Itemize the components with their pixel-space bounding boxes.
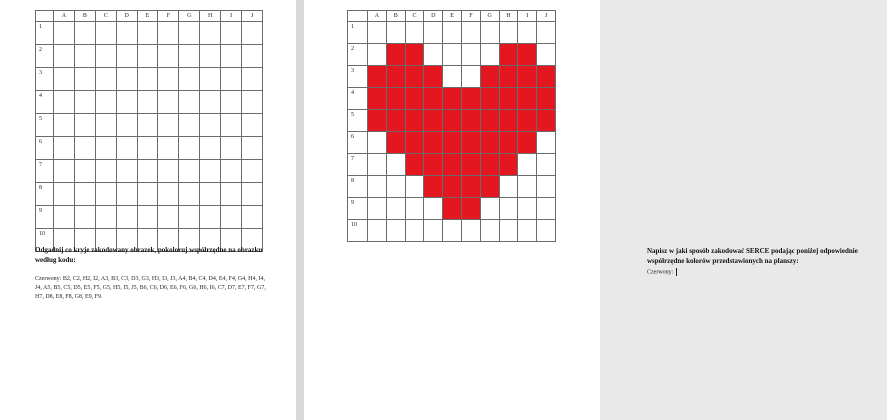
grid-cell-d9[interactable]: [116, 206, 137, 229]
grid-row-1: [36, 22, 263, 45]
row-header-9: 9: [348, 198, 368, 220]
left-page: [0, 0, 296, 420]
grid-cell-f3[interactable]: [158, 68, 179, 91]
grid-cell-g5[interactable]: [179, 114, 200, 137]
grid-cell-d4[interactable]: [424, 88, 443, 110]
grid-cell-h4[interactable]: [200, 91, 221, 114]
grid-cell-a8[interactable]: [54, 183, 75, 206]
grid-cell-i7[interactable]: [518, 154, 537, 176]
grid-cell-i8[interactable]: [518, 176, 537, 198]
answer-label: Czerwony:: [647, 269, 674, 276]
column-header-a: A: [368, 11, 387, 22]
grid-cell-e4[interactable]: [443, 88, 462, 110]
grid-cell-d9[interactable]: [424, 198, 443, 220]
grid-cell-h4[interactable]: [499, 88, 518, 110]
grid-cell-g6[interactable]: [480, 132, 499, 154]
grid-cell-a6[interactable]: [54, 137, 75, 160]
grid-cell-c9[interactable]: [405, 198, 424, 220]
grid-cell-b4[interactable]: [386, 88, 405, 110]
column-header-i: I: [221, 11, 242, 22]
grid-row-10: [348, 220, 556, 242]
row-header-3: 3: [348, 66, 368, 88]
grid-cell-g1[interactable]: [179, 22, 200, 45]
answer-field[interactable]: [647, 268, 767, 277]
row-header-10: 10: [36, 229, 54, 252]
page-gutter: [296, 0, 304, 420]
grid-cell-d7[interactable]: [424, 154, 443, 176]
grid-cell-c5[interactable]: [405, 110, 424, 132]
grid-cell-i1[interactable]: [518, 22, 537, 44]
grid-row-8: [36, 183, 263, 206]
grid-cell-f8[interactable]: [461, 176, 480, 198]
row-header-2: 2: [348, 44, 368, 66]
grid-cell-g2[interactable]: [480, 44, 499, 66]
row-header-4: 4: [36, 91, 54, 114]
grid-cell-e7[interactable]: [137, 160, 158, 183]
grid-cell-f10[interactable]: [461, 220, 480, 242]
column-header-h: H: [200, 11, 221, 22]
grid-cell-g6[interactable]: [179, 137, 200, 160]
grid-cell-e6[interactable]: [443, 132, 462, 154]
grid-cell-j6[interactable]: [537, 132, 556, 154]
grid-cell-h1[interactable]: [499, 22, 518, 44]
grid-cell-d7[interactable]: [116, 160, 137, 183]
column-header-b: B: [386, 11, 405, 22]
column-header-f: F: [158, 11, 179, 22]
column-header-c: C: [405, 11, 424, 22]
row-header-5: 5: [36, 114, 54, 137]
grid-cell-i9[interactable]: [518, 198, 537, 220]
row-header-1: 1: [36, 22, 54, 45]
grid-row-1: [348, 22, 556, 44]
grid-row-4: [36, 91, 263, 114]
grid-cell-i2[interactable]: [221, 45, 242, 68]
grid-cell-e8[interactable]: [443, 176, 462, 198]
grid-cell-b6[interactable]: [386, 132, 405, 154]
grid-cell-i10[interactable]: [518, 220, 537, 242]
grid-cell-c10[interactable]: [405, 220, 424, 242]
grid-cell-d2[interactable]: [424, 44, 443, 66]
grid-cell-a9[interactable]: [54, 206, 75, 229]
grid-cell-c1[interactable]: [95, 22, 116, 45]
grid-cell-d8[interactable]: [116, 183, 137, 206]
heart-coordinate-grid: [347, 10, 556, 242]
grid-cell-e1[interactable]: [443, 22, 462, 44]
column-header-e: E: [443, 11, 462, 22]
grid-cell-a3[interactable]: [54, 68, 75, 91]
grid-cell-g3[interactable]: [480, 66, 499, 88]
grid-cell-i4[interactable]: [518, 88, 537, 110]
color-code-text[interactable]: Czerwony: B2, C2, H2, I2, A3, B3, C3, D3, G3, H3, I3, J3, A4, B4, C4, D4, E4, F4, G4, H4, I4, J4, A5, B5, C5, D5, E5, F5, G5, H5, I5, J5, B6, C6, D6, E6, F6, G6, H6, I6, C7, D7, E7, F7, G7, H7, D8, E8, F8, G8, E9, F9.: [35, 276, 266, 300]
grid-cell-g4[interactable]: [480, 88, 499, 110]
grid-cell-d4[interactable]: [116, 91, 137, 114]
grid-cell-h2[interactable]: [200, 45, 221, 68]
grid-cell-a4[interactable]: [54, 91, 75, 114]
grid-cell-h9[interactable]: [200, 206, 221, 229]
grid-cell-d10[interactable]: [424, 220, 443, 242]
grid-cell-a5[interactable]: [368, 110, 387, 132]
grid-cell-b9[interactable]: [74, 206, 95, 229]
grid-cell-g7[interactable]: [179, 160, 200, 183]
grid-cell-j2[interactable]: [242, 45, 263, 68]
grid-cell-j5[interactable]: [537, 110, 556, 132]
grid-cell-j1[interactable]: [242, 22, 263, 45]
grid-cell-d5[interactable]: [424, 110, 443, 132]
grid-cell-e2[interactable]: [443, 44, 462, 66]
grid-cell-f2[interactable]: [461, 44, 480, 66]
grid-cell-a1[interactable]: [368, 22, 387, 44]
row-header-1: 1: [348, 22, 368, 44]
left-instruction: Odgadnij co kryje zakodowany obrazek, pokoloruj współrzędne na obrazku według kodu:: [35, 246, 263, 264]
grid-cell-b4[interactable]: [74, 91, 95, 114]
grid-cell-d2[interactable]: [116, 45, 137, 68]
row-header-6: 6: [36, 137, 54, 160]
grid-cell-c9[interactable]: [95, 206, 116, 229]
column-header-i: I: [518, 11, 537, 22]
grid-cell-c5[interactable]: [95, 114, 116, 137]
grid-cell-b6[interactable]: [74, 137, 95, 160]
grid-cell-e6[interactable]: [137, 137, 158, 160]
grid-cell-f9[interactable]: [461, 198, 480, 220]
grid-cell-i8[interactable]: [221, 183, 242, 206]
grid-row-3: [36, 68, 263, 91]
column-header-d: D: [116, 11, 137, 22]
grid-cell-f8[interactable]: [158, 183, 179, 206]
grid-cell-f7[interactable]: [158, 160, 179, 183]
column-header-row: [36, 11, 263, 22]
right-instruction: Napisz w jaki sposób zakodować SERCE podając poniżej odpowiednie współrzędne kolorów przedstawionych na planszy:: [647, 247, 858, 265]
grid-cell-a4[interactable]: [368, 88, 387, 110]
grid-cell-j5[interactable]: [242, 114, 263, 137]
grid-row-6: [36, 137, 263, 160]
grid-row-9: [36, 206, 263, 229]
grid-cell-j8[interactable]: [537, 176, 556, 198]
grid-cell-c4[interactable]: [405, 88, 424, 110]
grid-row-3: [348, 66, 556, 88]
grid-cell-c3[interactable]: [405, 66, 424, 88]
row-header-8: 8: [348, 176, 368, 198]
grid-cell-a7[interactable]: [368, 154, 387, 176]
grid-cell-e1[interactable]: [137, 22, 158, 45]
grid-row-6: [348, 132, 556, 154]
grid-cell-e3[interactable]: [443, 66, 462, 88]
grid-cell-a9[interactable]: [368, 198, 387, 220]
grid-cell-d8[interactable]: [424, 176, 443, 198]
row-header-8: 8: [36, 183, 54, 206]
grid-cell-j10[interactable]: [537, 220, 556, 242]
grid-cell-j9[interactable]: [242, 206, 263, 229]
grid-cell-j7[interactable]: [537, 154, 556, 176]
grid-cell-a2[interactable]: [368, 44, 387, 66]
grid-cell-f5[interactable]: [461, 110, 480, 132]
grid-cell-i3[interactable]: [518, 66, 537, 88]
grid-cell-i3[interactable]: [221, 68, 242, 91]
grid-cell-b2[interactable]: [74, 45, 95, 68]
grid-cell-h5[interactable]: [499, 110, 518, 132]
grid-cell-a7[interactable]: [54, 160, 75, 183]
grid-cell-f6[interactable]: [158, 137, 179, 160]
grid-cell-i5[interactable]: [518, 110, 537, 132]
grid-cell-b8[interactable]: [74, 183, 95, 206]
grid-cell-c8[interactable]: [405, 176, 424, 198]
grid-cell-h6[interactable]: [200, 137, 221, 160]
grid-cell-b10[interactable]: [386, 220, 405, 242]
grid-cell-d5[interactable]: [116, 114, 137, 137]
grid-cell-d3[interactable]: [424, 66, 443, 88]
row-header-4: 4: [348, 88, 368, 110]
column-header-b: B: [74, 11, 95, 22]
grid-cell-c2[interactable]: [405, 44, 424, 66]
column-header-a: A: [54, 11, 75, 22]
grid-cell-j7[interactable]: [242, 160, 263, 183]
grid-cell-f1[interactable]: [158, 22, 179, 45]
grid-cell-g2[interactable]: [179, 45, 200, 68]
grid-cell-d1[interactable]: [116, 22, 137, 45]
grid-cell-h8[interactable]: [200, 183, 221, 206]
grid-cell-f5[interactable]: [158, 114, 179, 137]
grid-cell-b3[interactable]: [74, 68, 95, 91]
grid-cell-f7[interactable]: [461, 154, 480, 176]
grid-row-8: [348, 176, 556, 198]
grid-cell-f1[interactable]: [461, 22, 480, 44]
grid-cell-j8[interactable]: [242, 183, 263, 206]
grid-cell-d6[interactable]: [424, 132, 443, 154]
column-header-e: E: [137, 11, 158, 22]
column-header-j: J: [537, 11, 556, 22]
blank-coordinate-grid: [35, 10, 263, 252]
grid-cell-j4[interactable]: [537, 88, 556, 110]
grid-cell-c6[interactable]: [405, 132, 424, 154]
grid-cell-a1[interactable]: [54, 22, 75, 45]
grid-row-4: [348, 88, 556, 110]
grid-cell-g3[interactable]: [179, 68, 200, 91]
grid-row-5: [348, 110, 556, 132]
grid-cell-i9[interactable]: [221, 206, 242, 229]
grid-cell-g7[interactable]: [480, 154, 499, 176]
grid-cell-h6[interactable]: [499, 132, 518, 154]
grid-cell-i5[interactable]: [221, 114, 242, 137]
grid-cell-b1[interactable]: [386, 22, 405, 44]
grid-cell-a3[interactable]: [368, 66, 387, 88]
grid-cell-a6[interactable]: [368, 132, 387, 154]
grid-cell-h5[interactable]: [200, 114, 221, 137]
grid-cell-c6[interactable]: [95, 137, 116, 160]
row-header-6: 6: [348, 132, 368, 154]
grid-cell-j4[interactable]: [242, 91, 263, 114]
grid-cell-a5[interactable]: [54, 114, 75, 137]
grid-cell-d3[interactable]: [116, 68, 137, 91]
grid-cell-g1[interactable]: [480, 22, 499, 44]
grid-cell-c7[interactable]: [95, 160, 116, 183]
row-header-9: 9: [36, 206, 54, 229]
grid-cell-i7[interactable]: [221, 160, 242, 183]
grid-cell-c8[interactable]: [95, 183, 116, 206]
grid-cell-b5[interactable]: [386, 110, 405, 132]
row-header-3: 3: [36, 68, 54, 91]
grid-cell-d1[interactable]: [424, 22, 443, 44]
grid-cell-c2[interactable]: [95, 45, 116, 68]
grid-cell-d6[interactable]: [116, 137, 137, 160]
row-header-7: 7: [348, 154, 368, 176]
grid-cell-i1[interactable]: [221, 22, 242, 45]
row-header-7: 7: [36, 160, 54, 183]
grid-cell-b9[interactable]: [386, 198, 405, 220]
grid-cell-e9[interactable]: [443, 198, 462, 220]
grid-cell-j2[interactable]: [537, 44, 556, 66]
grid-cell-g9[interactable]: [179, 206, 200, 229]
grid-cell-h10[interactable]: [499, 220, 518, 242]
grid-cell-i6[interactable]: [221, 137, 242, 160]
column-header-d: D: [424, 11, 443, 22]
grid-cell-a8[interactable]: [368, 176, 387, 198]
grid-cell-e4[interactable]: [137, 91, 158, 114]
grid-cell-f6[interactable]: [461, 132, 480, 154]
grid-cell-j9[interactable]: [537, 198, 556, 220]
grid-cell-i6[interactable]: [518, 132, 537, 154]
right-page: [304, 0, 858, 420]
grid-cell-b2[interactable]: [386, 44, 405, 66]
grid-cell-e3[interactable]: [137, 68, 158, 91]
grid-cell-h3[interactable]: [200, 68, 221, 91]
grid-cell-f9[interactable]: [158, 206, 179, 229]
grid-cell-h9[interactable]: [499, 198, 518, 220]
column-header-row: [348, 11, 556, 22]
grid-cell-b3[interactable]: [386, 66, 405, 88]
grid-cell-h3[interactable]: [499, 66, 518, 88]
grid-cell-f4[interactable]: [461, 88, 480, 110]
grid-cell-h1[interactable]: [200, 22, 221, 45]
grid-cell-e5[interactable]: [443, 110, 462, 132]
grid-row-7: [348, 154, 556, 176]
column-header-h: H: [499, 11, 518, 22]
grid-cell-j3[interactable]: [537, 66, 556, 88]
grid-cell-i4[interactable]: [221, 91, 242, 114]
grid-cell-j3[interactable]: [242, 68, 263, 91]
grid-cell-j6[interactable]: [242, 137, 263, 160]
row-header-10: 10: [348, 220, 368, 242]
grid-cell-j1[interactable]: [537, 22, 556, 44]
grid-cell-c7[interactable]: [405, 154, 424, 176]
grid-row-7: [36, 160, 263, 183]
grid-row-9: [348, 198, 556, 220]
grid-cell-f2[interactable]: [158, 45, 179, 68]
grid-cell-e8[interactable]: [137, 183, 158, 206]
grid-cell-h7[interactable]: [200, 160, 221, 183]
grid-cell-e2[interactable]: [137, 45, 158, 68]
column-header-g: G: [179, 11, 200, 22]
grid-row-2: [348, 44, 556, 66]
grid-cell-i2[interactable]: [518, 44, 537, 66]
grid-cell-f4[interactable]: [158, 91, 179, 114]
row-header-5: 5: [348, 110, 368, 132]
grid-cell-c1[interactable]: [405, 22, 424, 44]
grid-cell-e10[interactable]: [443, 220, 462, 242]
grid-cell-g8[interactable]: [480, 176, 499, 198]
grid-cell-a10[interactable]: [368, 220, 387, 242]
grid-cell-c3[interactable]: [95, 68, 116, 91]
grid-cell-b5[interactable]: [74, 114, 95, 137]
column-header-f: F: [461, 11, 480, 22]
grid-cell-b1[interactable]: [74, 22, 95, 45]
column-header-c: C: [95, 11, 116, 22]
grid-cell-h2[interactable]: [499, 44, 518, 66]
grid-cell-g9[interactable]: [480, 198, 499, 220]
grid-cell-a2[interactable]: [54, 45, 75, 68]
grid-cell-e7[interactable]: [443, 154, 462, 176]
grid-cell-h8[interactable]: [499, 176, 518, 198]
grid-cell-h7[interactable]: [499, 154, 518, 176]
grid-cell-e5[interactable]: [137, 114, 158, 137]
text-cursor: [676, 268, 677, 276]
grid-corner-cell: [36, 11, 54, 22]
grid-corner-cell: [348, 11, 368, 22]
grid-row-5: [36, 114, 263, 137]
grid-row-2: [36, 45, 263, 68]
grid-cell-b7[interactable]: [386, 154, 405, 176]
row-header-2: 2: [36, 45, 54, 68]
grid-cell-g4[interactable]: [179, 91, 200, 114]
grid-cell-g8[interactable]: [179, 183, 200, 206]
grid-cell-f3[interactable]: [461, 66, 480, 88]
column-header-g: G: [480, 11, 499, 22]
grid-cell-e9[interactable]: [137, 206, 158, 229]
column-header-j: J: [242, 11, 263, 22]
grid-cell-g5[interactable]: [480, 110, 499, 132]
grid-cell-b8[interactable]: [386, 176, 405, 198]
grid-cell-g10[interactable]: [480, 220, 499, 242]
grid-cell-c4[interactable]: [95, 91, 116, 114]
grid-cell-b7[interactable]: [74, 160, 95, 183]
